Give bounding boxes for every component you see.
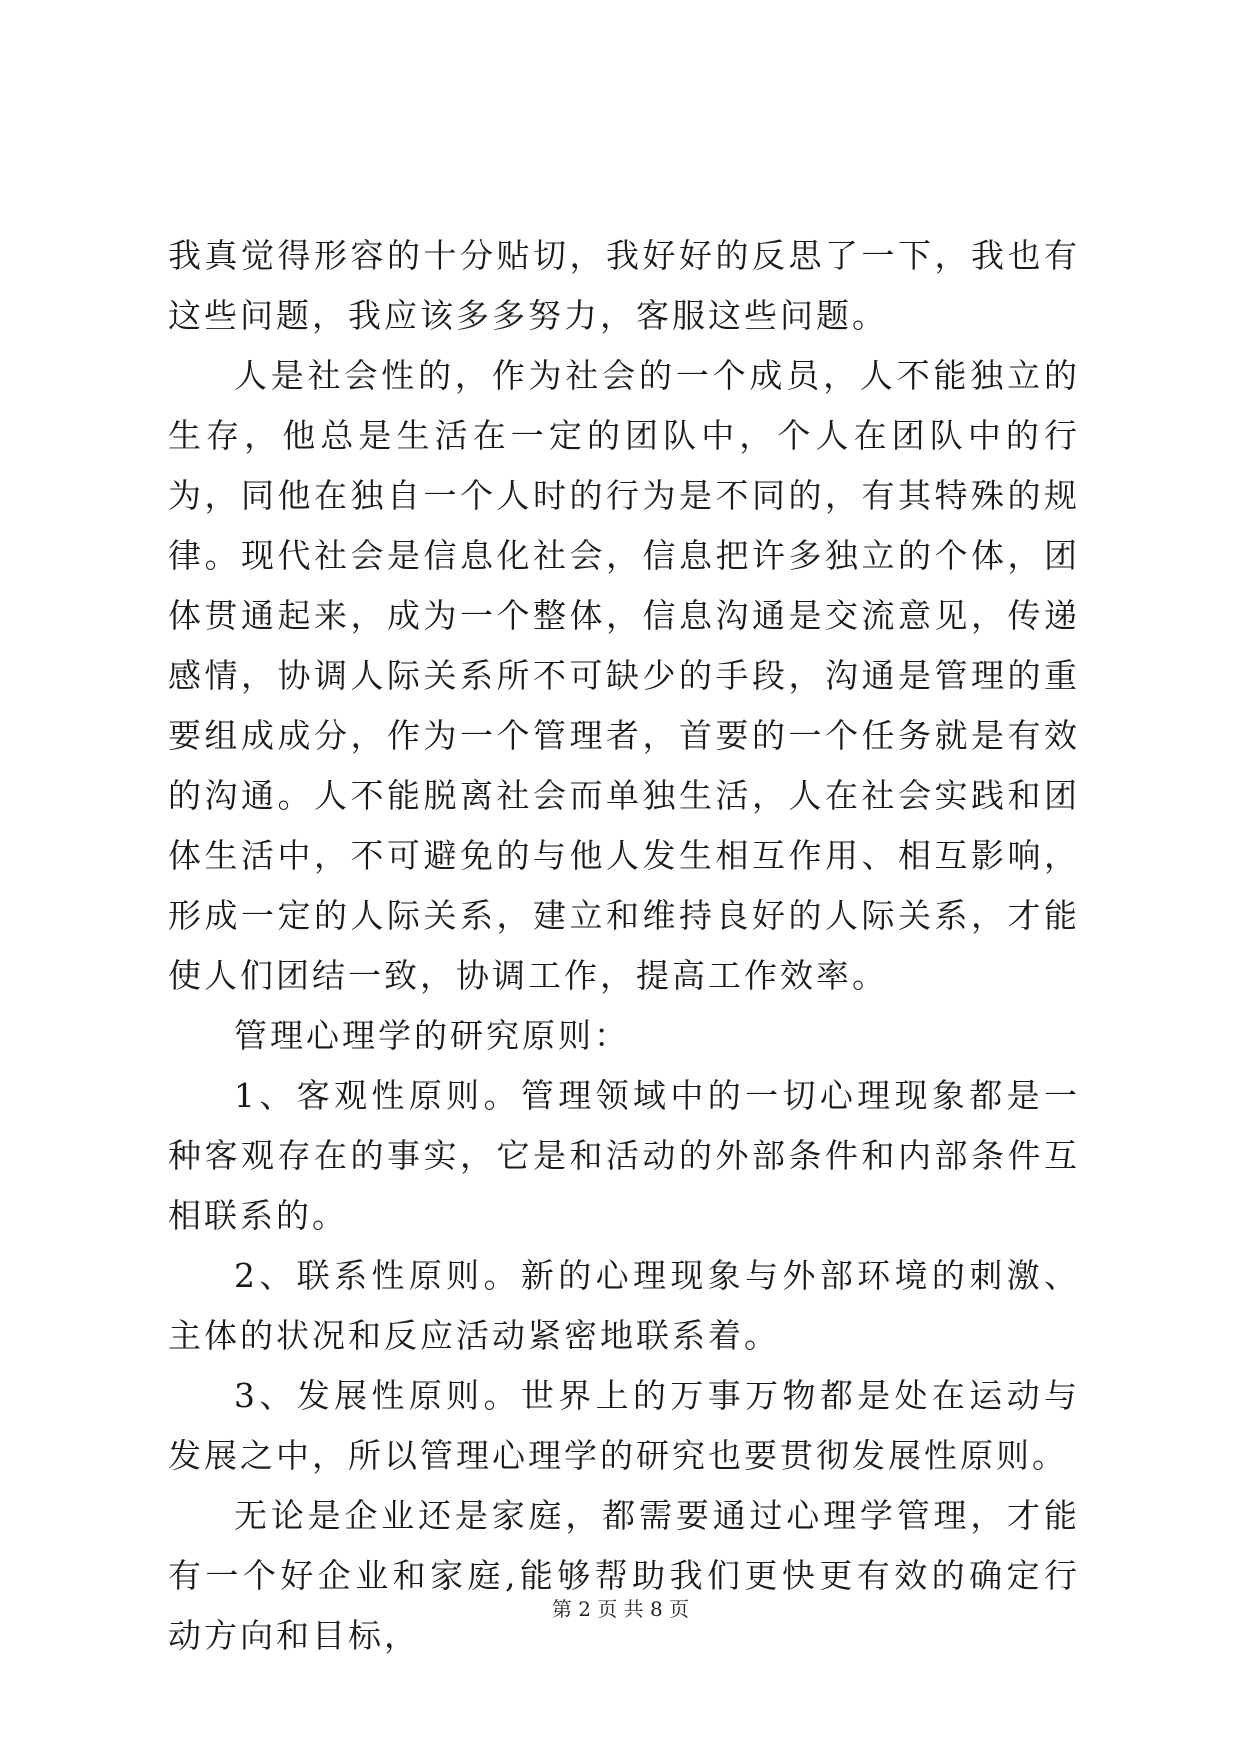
paragraph-principle-objectivity: 1、客观性原则。管理领域中的一切心理现象都是一种客观存在的事实，它是和活动的外部条件和内部条件互相联系的。 <box>168 1076 1080 1235</box>
paragraph-principles-heading: 管理心理学的研究原则： <box>234 1016 630 1055</box>
paragraph-principle-development: 3、发展性原则。世界上的万事万物都是处在运动与发展之中，所以管理心理学的研究也要贯彻发展性原则。 <box>168 1376 1080 1475</box>
page-number-footer: 第 2 页 共 8 页 <box>551 1597 690 1621</box>
paragraph-conclusion: 无论是企业还是家庭，都需要通过心理学管理，才能有一个好企业和家庭,能够帮助我们更快更有效的确定行动方向和目标， <box>168 1496 1080 1655</box>
document-body <box>168 226 1080 1666</box>
paragraph-continuation: 我真觉得形容的十分贴切，我好好的反思了一下，我也有这些问题，我应该多多努力，客服这些问题。 <box>168 236 1080 335</box>
paragraph-principle-connection: 2、联系性原则。新的心理现象与外部环境的刺激、主体的状况和反应活动紧密地联系着。 <box>168 1256 1080 1355</box>
paragraph-social-nature: 人是社会性的，作为社会的一个成员，人不能独立的生存，他总是生活在一定的团队中，个人在团队中的行为，同他在独自一个人时的行为是不同的，有其特殊的规律。现代社会是信息化社会，信息把许多独立的个体，团体贯通起来，成为一个整体，信息沟通是交流意见，传递感情，协调人际关系所不可缺少的手段，沟通是管理的重要组成成分，作为一个管理者，首要的一个任务就是有效的沟通。人不能脱离社会而单独生活，人在社会实践和团体生活中，不可避免的与他人发生相互作用、相互影响，形成一定的人际关系，建立和维持良好的人际关系，才能使人们团结一致，协调工作，提高工作效率。 <box>168 356 1080 995</box>
